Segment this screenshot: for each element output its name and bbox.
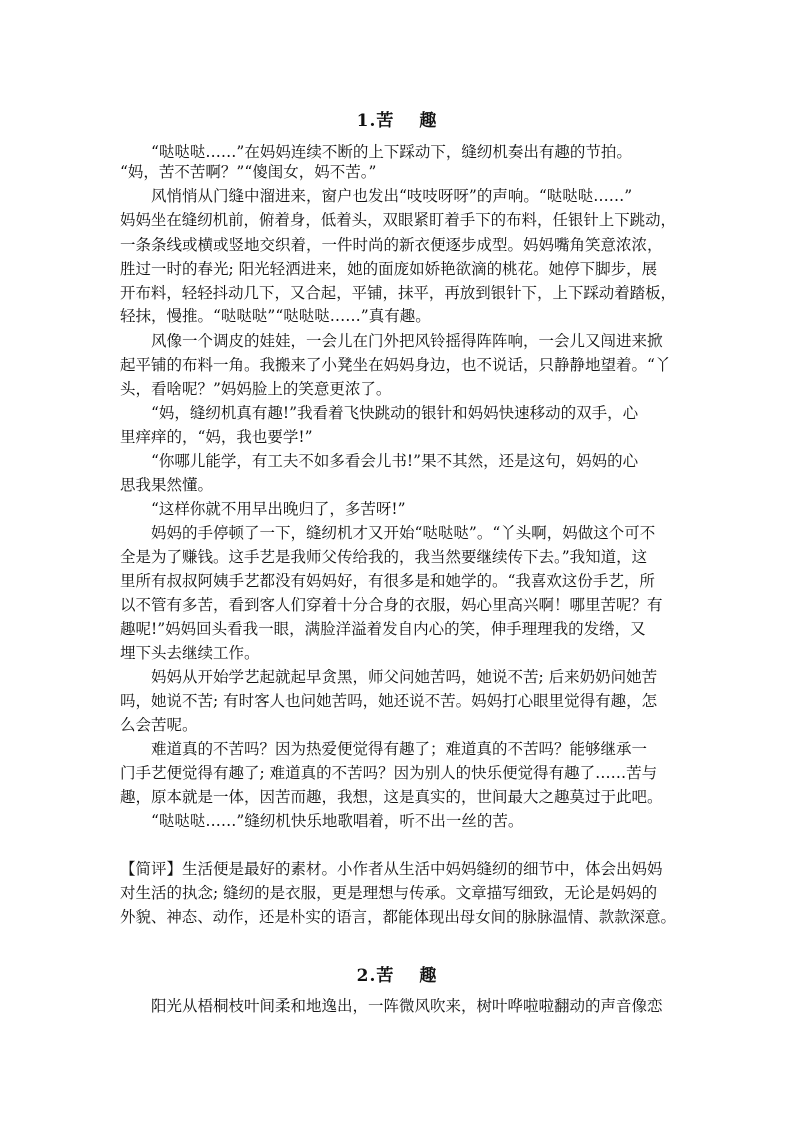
essay-1-line: 思我果然懂。 xyxy=(120,476,214,494)
essay-1-line: 全是为了赚钱。这手艺是我师父传给我的，我当然要继续传下去。”我知道，这 xyxy=(120,548,648,566)
essay-1-line: “妈，缝纫机真有趣!”我看着飞快跳动的银针和妈妈快速移动的双手，心 xyxy=(120,404,639,422)
comment-line: 【简评】生活便是最好的素材。小作者从生活中妈妈缝纫的细节中，体会出妈妈 xyxy=(120,860,663,878)
essay-1-line: 趣，原本就是一体，因苦而趣，我想，这是真实的，世间最大之趣莫过于此吧。 xyxy=(120,788,663,806)
essay-1-line: 么会苦呢。 xyxy=(120,716,198,734)
essay-1-line: 头，看啥呢？”妈妈脸上的笑意更浓了。 xyxy=(120,380,392,398)
essay-1-line: “你哪儿能学，有工夫不如多看会儿书!”果不其然，还是这句，妈妈的心 xyxy=(120,452,639,470)
essay-1-line: 妈妈的手停顿了一下，缝纫机才又开始“哒哒哒”。“丫头啊，妈做这个可不 xyxy=(120,524,656,542)
essay-1-line: 妈妈从开始学艺起就起早贪黑，师父问她苦吗，她说不苦; 后来奶奶问她苦 xyxy=(120,668,658,686)
essay-1-line: “哒哒哒……”缝纫机快乐地歌唱着，听不出一丝的苦。 xyxy=(120,812,524,830)
essay-1-line: 里痒痒的，“妈，我也要学!” xyxy=(120,428,313,446)
essay-1-line: 趣呢!”妈妈回头看我一眼，满脸洋溢着发自内心的笑，伸手理理我的发绺，又 xyxy=(120,620,646,638)
essay-1-line: 吗，她说不苦; 有时客人也问她苦吗，她还说不苦。妈妈打心眼里觉得有趣，怎 xyxy=(120,692,658,710)
essay-1-line: “哒哒哒……”在妈妈连续不断的上下踩动下，缝纫机奏出有趣的节拍。 xyxy=(120,143,632,161)
essay-2-title: 2.苦 趣 xyxy=(356,966,438,986)
essay-1-line: 以不管有多苦，看到客人们穿着十分合身的衣服，妈心里高兴啊！哪里苦呢？有 xyxy=(120,596,663,614)
essay-1-line: “妈，苦不苦啊？”“傻闺女，妈不苦。” xyxy=(120,163,377,181)
comment-line: 外貌、神态、动作，还是朴实的语言，都能体现出母女间的脉脉温情、款款深意。 xyxy=(120,908,677,926)
essay-1-line: 轻抹，慢推。“哒哒哒”“哒哒哒……”真有趣。 xyxy=(120,307,431,325)
essay-1-line: 开布料，轻轻抖动几下，又合起，平铺，抹平，再放到银针下，上下踩动着踏板， xyxy=(120,284,677,302)
essay-1-line: 一条条线或横或竖地交织着，一件时尚的新衣便逐步成型。妈妈嘴角笑意浓浓， xyxy=(120,236,663,254)
essay-1-line: 胜过一时的春光; 阳光轻洒进来，她的面庞如娇艳欲滴的桃花。她停下脚步，展 xyxy=(120,260,658,278)
essay-1-title: 1.苦 趣 xyxy=(356,111,438,131)
essay-1-line: 风悄悄从门缝中溜进来，窗户也发出“吱吱呀呀”的声响。“哒哒哒……” xyxy=(120,187,633,205)
essay-1-line: 埋下头去继续工作。 xyxy=(120,644,260,662)
essay-1-line: “这样你就不用早出晚归了，多苦呀!” xyxy=(120,500,406,518)
essay-1-line: 妈妈坐在缝纫机前，俯着身，低着头，双眼紧盯着手下的布料，任银针上下跳动， xyxy=(120,211,677,229)
comment-line: 对生活的执念; 缝纫的是衣服，更是理想与传承。文章描写细致，无论是妈妈的 xyxy=(120,884,658,902)
essay-1-line: 门手艺便觉得有趣了; 难道真的不苦吗？因为别人的快乐便觉得有趣了……苦与 xyxy=(120,764,658,782)
essay-2-line: 阳光从梧桐枝叶间柔和地逸出，一阵微风吹来，树叶哗啦啦翻动的声音像恋 xyxy=(120,997,663,1015)
essay-1-line: 难道真的不苦吗？因为热爱便觉得有趣了；难道真的不苦吗？能够继承一 xyxy=(120,740,648,758)
essay-1-line: 里所有叔叔阿姨手艺都没有妈妈好，有很多是和她学的。“我喜欢这份手艺，所 xyxy=(120,572,655,590)
essay-1-line: 起平铺的布料一角。我搬来了小凳坐在妈妈身边，也不说话，只静静地望着。“丫 xyxy=(120,356,671,374)
essay-1-line: 风像一个调皮的娃娃，一会儿在门外把风铃摇得阵阵响，一会儿又闯进来掀 xyxy=(120,332,663,350)
